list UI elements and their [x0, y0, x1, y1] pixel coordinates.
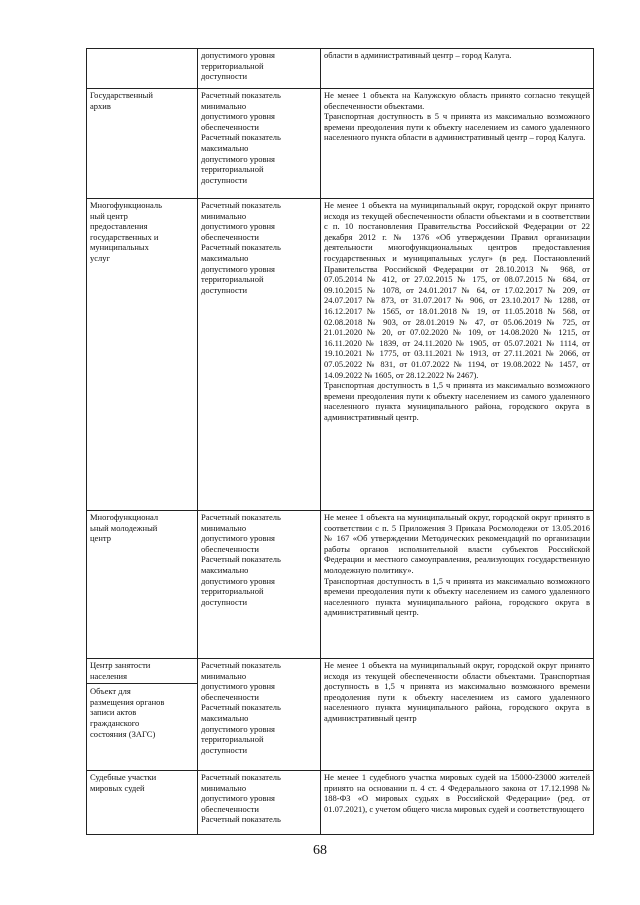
value-cell: Не менее 1 судебного участка мировых судей на 15000-23000 жителей принято на основании п. 4 ст. 4 Федерального закона от 17.12.1998 № 188-ФЗ «О мировых судьях в Российской Федерации» (ред. от 01.07.2021), с учетом общего числа мировых судей и соответствующего [321, 771, 594, 835]
object-cell [87, 49, 198, 89]
indicator-cell: Расчетный показатель минимально допустимого уровня обеспеченности Расчетный показатель максимально допустимого уровня территориальной доступности [198, 659, 321, 771]
table-row [87, 771, 594, 835]
indicator-cell: Расчетный показатель минимально допустимого уровня обеспеченности Расчетный показатель [198, 771, 321, 835]
object-cell: Центр занятости населения Объект для размещения органов записи актов гражданского состояния (ЗАГС) [87, 659, 198, 771]
value-cell: Не менее 1 объекта на Калужскую область принято согласно текущей обеспеченности объектами. Транспортная доступность в 5 ч принята из максимально возможного времени преодоления пути к объекту населением из самого удаленного населенного пункта области в административный центр – город Калуга. [321, 89, 594, 199]
indicator-cell: Расчетный показатель минимально допустимого уровня обеспеченности Расчетный показатель максимально допустимого уровня территориальной доступности [198, 199, 321, 511]
table-row [87, 659, 594, 771]
value-cell: Не менее 1 объекта на муниципальный округ, городской округ принято в соответствии с п. 5 Приложения 3 Приказа Росмолодежи от 13.05.2016 № 167 «Об утверждении Методических рекомендаций по организации работы органов исполнительной власти субъектов Российской Федерации и местного самоуправления, реализующих государственную молодежную политику». Транспортная доступность в 1,5 ч принята из максимально возможного времени преодоления пути к объекту населением из самого удаленного населенного пункта муниципального района, городского округа в административный центр. [321, 511, 594, 659]
indicator-cell: Расчетный показатель минимально допустимого уровня обеспеченности Расчетный показатель максимально допустимого уровня территориальной доступности [198, 89, 321, 199]
value-cell: Не менее 1 объекта на муниципальный округ, городской округ принято исходя из текущей обеспеченности области объектами и в соответствии с п. 10 постановления Правительства Российской Федерации от 22 декабря 2012 г. № 1376 «Об утверждении Правил организации деятельности многофункциональных центров предоставления государственных и муниципальных услуг» (в ред. Постановлений Правительства Российской Федерации от 28.10.2013 № 968, от 07.05.2014 № 412, от 27.02.2015 № 175, от 08.07.2015 № 684, от 09.10.2015 № 1078, от 24.01.2017 № 64, от 17.02.2017 № 209, от 24.07.2017 № 873, от 31.07.2017 № 906, от 23.10.2017 № 1288, от 16.12.2017 № 1565, от 18.01.2018 № 19, от 11.05.2018 № 568, от 02.08.2018 № 903, от 28.01.2019 № 47, от 05.06.2019 № 725, от 21.01.2020 № 20, от 07.02.2020 № 109, от 14.08.2020 № 1215, от 16.11.2020 № 1839, от 24.11.2020 № 1905, от 05.07.2021 № 1114, от 19.10.2021 № 1775, от 03.11.2021 № 1913, от 27.11.2021 № 2066, от 07.05.2022 № 831, от 01.07.2022 № 1194, от 19.08.2022 № 1457, от 14.09.2022 № 1605, от 28.12.2022 № 2467). Транспортная доступность в 1,5 ч принята из максимально возможного времени преодоления пути к объекту населением из самого удаленного населенного пункта муниципального района, городского округа в административный центр. [321, 199, 594, 511]
indicator-cell: допустимого уровня территориальной доступности [198, 49, 321, 89]
table-row [87, 89, 594, 199]
object-cell: Многофункционал ьный молодежный центр [87, 511, 198, 659]
table-row [87, 49, 594, 89]
regulation-table [86, 48, 594, 835]
object-cell: Судебные участки мировых судей [87, 771, 198, 835]
object-cell: Государственный архив [87, 89, 198, 199]
indicator-cell: Расчетный показатель минимально допустимого уровня обеспеченности Расчетный показатель максимально допустимого уровня территориальной доступности [198, 511, 321, 659]
object-cell: Многофункциональ ный центр предоставления государственных и муниципальных услуг [87, 199, 198, 511]
table-row [87, 511, 594, 659]
value-cell: области в административный центр – город Калуга. [321, 49, 594, 89]
object-subcell: Объект для размещения органов записи актов гражданского состояния (ЗАГС) [87, 683, 197, 739]
table-row [87, 199, 594, 511]
page-number: 68 [313, 843, 327, 858]
value-cell: Не менее 1 объекта на муниципальный округ, городской округ принято исходя из текущей обеспеченности области объектами. Транспортная доступность в 1,5 ч принята из максимально возможного времени преодоления пути к объекту населением из самого удаленного населенного пункта муниципального района, городского округа в административный центр [321, 659, 594, 771]
